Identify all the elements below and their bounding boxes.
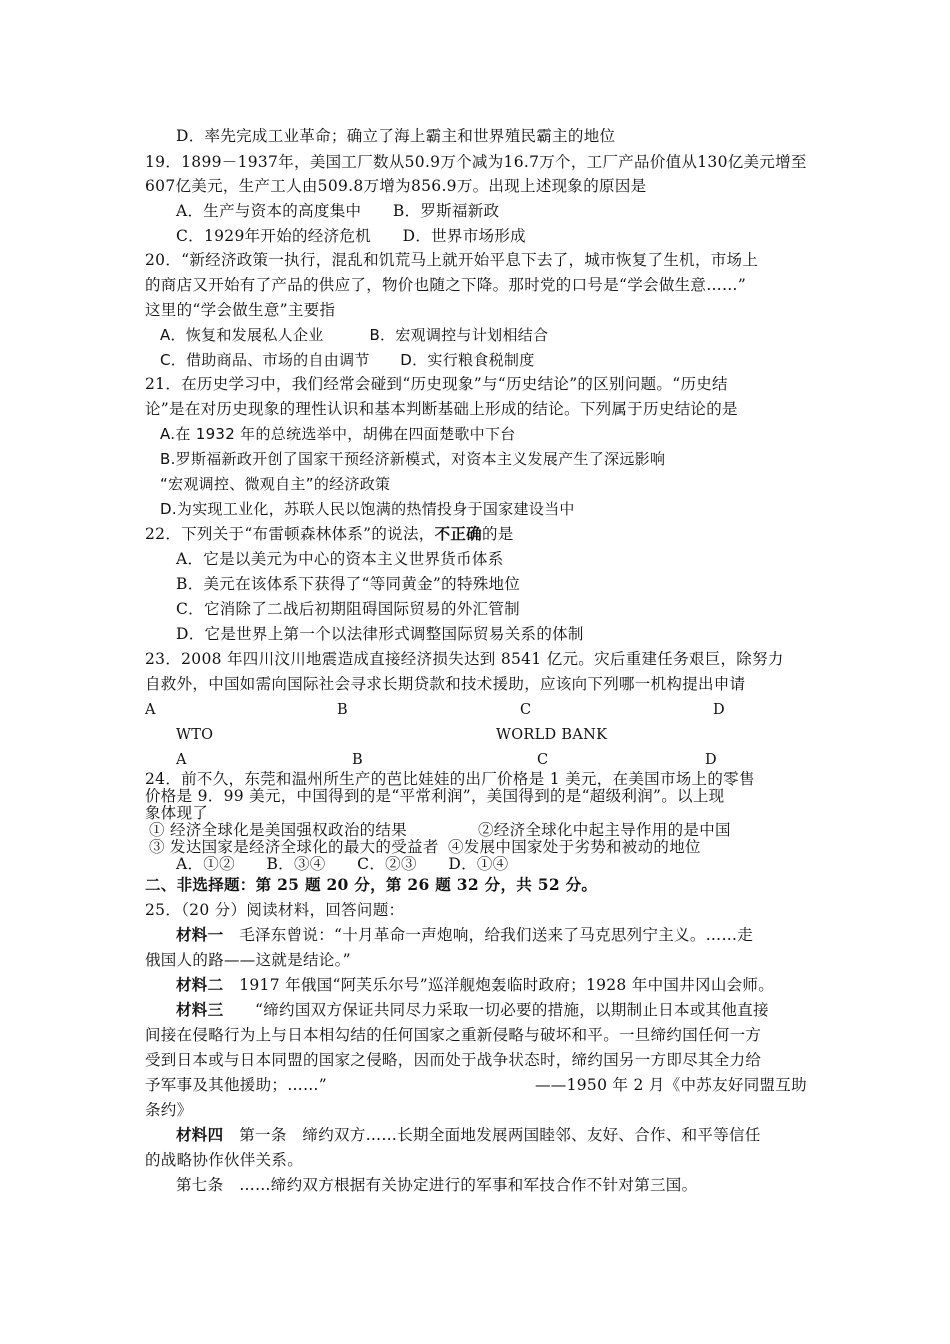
q22-stem (145, 524, 514, 544)
q20-options-ab: A．恢复和发展私人企业 B．宏观调控与计划相结合 (160, 326, 549, 344)
q23-label-c2: C (537, 752, 549, 768)
q19-stem-line2: 607亿美元，生产工人由509.8万增为856.9万。出现上述现象的原因是 (145, 177, 647, 195)
material-4-text: 第一条 缔约双方……长期全面地发展两国睦邻、友好、合作、和平等信任 (239, 1126, 761, 1144)
q23-wto-label: WTO (176, 727, 214, 743)
q22-stem-end: 的是 (481, 525, 514, 543)
q23-label-d2: D (705, 752, 717, 768)
q25-material-2 (176, 975, 774, 995)
q25-material-3-line3: 受到日本或与日本同盟的国家之侵略，因而处于战争状态时，缔约国另一方即尽其全力给 (145, 1051, 762, 1069)
q25-material-3-source: ——1950 年 2 月《中苏友好同盟互助 (535, 1076, 807, 1094)
q23-label-c: C (520, 702, 532, 718)
q24-item-4: ④发展中国家处于劣势和被动的地位 (448, 838, 701, 856)
q19-stem-line1: 19．1899－1937年，美国工厂数从50.9万个减为16.7万个，工厂产品价值从130亿美元增至 (145, 153, 807, 171)
q23-label-a2: A (176, 752, 187, 768)
q25-material-4-line3: 第七条 ……缔约双方根据有关协定进行的军事和军技合作不针对第三国。 (176, 1176, 698, 1194)
q25-material-3-source-end: 条约》 (145, 1101, 193, 1119)
q25-material-3-line2: 间接在侵略行为上与日本相勾结的任何国家之重新侵略与破坏和平。一旦缔约国任何一方 (145, 1026, 762, 1044)
material-2-text: 1917 年俄国“阿芙乐尔号”巡洋舰炮轰临时政府；1928 年中国井冈山会师。 (239, 976, 775, 994)
q21-option-a: A.在 1932 年的总统选举中，胡佛在四面楚歌中下台 (160, 425, 516, 443)
q22-option-d: D．它是世界上第一个以法律形式调整国际贸易关系的体制 (176, 625, 584, 643)
q24-stem-line1: 24．前不久，东莞和温州所生产的芭比娃娃的出厂价格是 1 美元，在美国市场上的零售 (145, 770, 755, 788)
q21-stem-line2: 论”是在对历史现象的理性认识和基本判断基础上形成的结论。下列属于历史结论的是 (145, 400, 738, 418)
q21-stem-line1: 21．在历史学习中，我们经常会碰到“历史现象”与“历史结论”的区别问题。“历史结 (145, 375, 728, 393)
q24-item-3: ③ 发达国家是经济全球化的最大的受益者 (149, 838, 439, 856)
q23-world-bank-label: WORLD BANK (496, 727, 608, 743)
q23-label-a: A (145, 702, 156, 718)
q24-options: A．①② B．③④ C．②③ D．①④ (176, 855, 509, 873)
q25-material-3-line4: 予军事及其他援助；……” (145, 1076, 328, 1094)
q20-stem-line3: 这里的“学会做生意”主要指 (145, 301, 336, 319)
q25-material-1 (176, 925, 753, 945)
material-1-label: 材料一 (176, 925, 224, 944)
material-3-text: “缔约国双方保证共同尽力采取一切必要的措施，以期制止日本或其他直接 (255, 1001, 769, 1019)
q20-options-cd: C．借助商品、市场的自由调节 D．实行粮食税制度 (160, 351, 535, 369)
q22-stem-start: 22．下列关于“布雷顿森林体系”的说法， (145, 525, 435, 543)
q25-material-1-line2: 俄国人的路——这就是结论。” (145, 951, 351, 969)
section-2-heading: 二、非选择题：第 25 题 20 分，第 26 题 32 分，共 52 分。 (145, 875, 598, 894)
q18-option-d: D．率先完成工业革命；确立了海上霸主和世界殖民霸主的地位 (176, 127, 616, 145)
material-3-label: 材料三 (176, 1000, 224, 1019)
q20-stem-line1: 20．“新经济政策一执行，混乱和饥荒马上就开始平息下去了，城市恢复了生机，市场上 (145, 251, 759, 269)
q24-item-2: ②经济全球化中起主导作用的是中国 (478, 821, 731, 839)
q25-intro: 25．（20 分）阅读材料，回答问题： (145, 901, 405, 919)
q23-stem-line1: 23．2008 年四川汶川地震造成直接经济损失达到 8541 亿元。灾后重建任务艰巨，除努力 (145, 650, 784, 668)
q22-option-a: A．它是以美元为中心的资本主义世界货币体系 (176, 550, 504, 568)
q25-material-3 (176, 1000, 769, 1020)
q23-label-b2: B (352, 752, 363, 768)
material-2-label: 材料二 (176, 975, 224, 994)
q23-label-b: B (337, 702, 348, 718)
q23-stem-line2: 自救外，中国如需向国际社会寻求长期贷款和技术援助，应该向下列哪一机构提出申请 (145, 675, 746, 693)
q19-options-cd: C．1929年开始的经济危机 D．世界市场形成 (176, 227, 526, 245)
q20-stem-line2: 的商店又开始有了产品的供应了，物价也随之下降。那时党的口号是“学会做生意……” (145, 276, 747, 294)
q25-material-4-line2: 的战略协作伙伴关系。 (145, 1151, 304, 1169)
q22-option-c: C．它消除了二战后初期阻碍国际贸易的外汇管制 (176, 600, 520, 618)
material-4-label: 材料四 (176, 1125, 224, 1144)
q19-options-ab: A．生产与资本的高度集中 B．罗斯福新政 (176, 202, 500, 220)
q21-option-c: “宏观调控、微观自主”的经济政策 (160, 475, 391, 493)
q21-option-b: B.罗斯福新政开创了国家干预经济新模式，对资本主义发展产生了深远影响 (160, 450, 666, 468)
q25-material-4 (176, 1125, 761, 1145)
q22-option-b: B．美元在该体系下获得了“等同黄金”的特殊地位 (176, 575, 521, 593)
material-1-text: 毛泽东曾说：“十月革命一声炮响，给我们送来了马克思列宁主义。……走 (239, 926, 754, 944)
q24-stem-line3: 象体现了 (145, 804, 209, 822)
q21-option-d: D.为实现工业化，苏联人民以饱满的热情投身于国家建设当中 (160, 500, 575, 518)
q24-item-1: ① 经济全球化是美国强权政治的结果 (149, 821, 408, 839)
q22-stem-emphasis: 不正确 (434, 524, 482, 543)
q23-label-d: D (713, 702, 725, 718)
q24-stem-line2: 价格是 9．99 美元，中国得到的是“平常利润”，美国得到的是“超级利润”。以上现 (145, 787, 725, 805)
